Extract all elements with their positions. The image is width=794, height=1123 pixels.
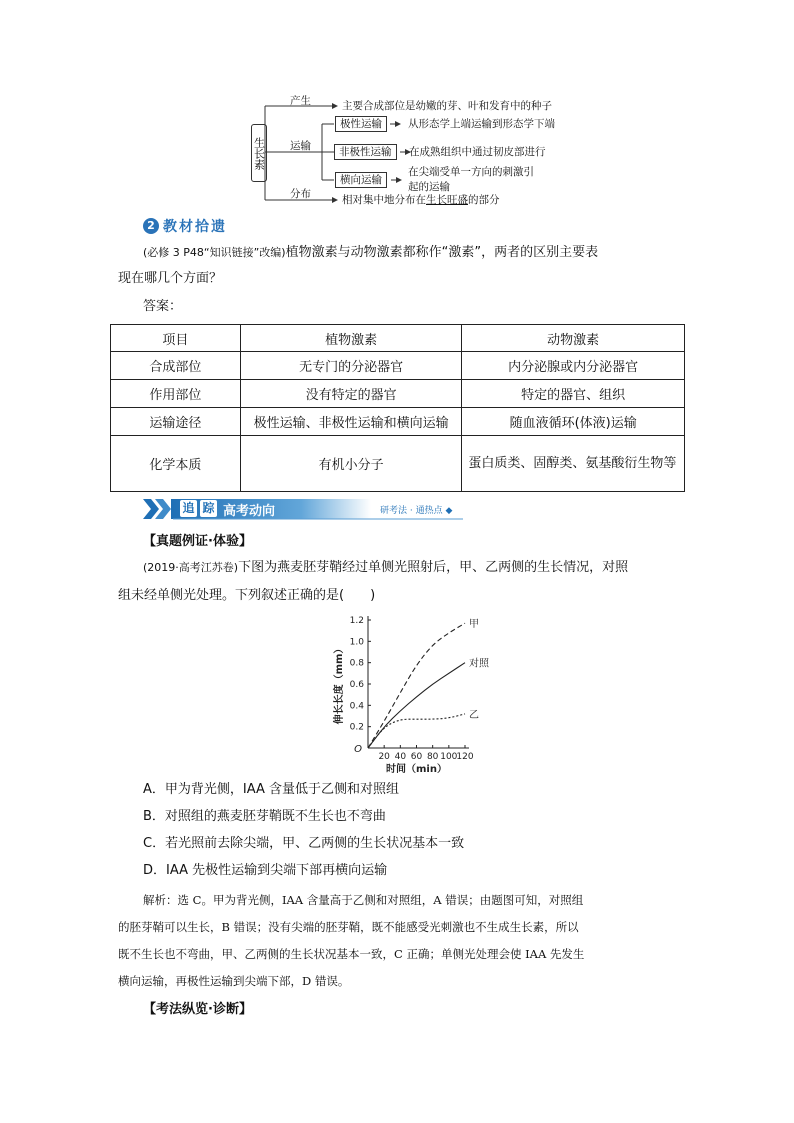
section-real-exam: 【真题例证·体验】 (143, 534, 252, 549)
table-header-cell: 项目 (111, 325, 241, 352)
distribute-text-underlined: 生长旺盛 (426, 194, 468, 206)
explain-line-4: 横向运输，再极性运输到尖端下部，D 错误。 (118, 974, 350, 988)
table-cell: 随血液循环(体液)运输 (462, 408, 685, 436)
x-axis-title: 时间（min） (386, 764, 447, 775)
series-label: 对照 (469, 658, 489, 670)
table-cell: 有机小分子 (240, 436, 462, 492)
table-cell: 极性运输、非极性运输和横向运输 (240, 408, 462, 436)
origin-label: O (354, 744, 362, 755)
series-label: 甲 (469, 619, 479, 631)
y-tick-label: 1.2 (349, 616, 364, 626)
table-cell: 合成部位 (111, 352, 241, 380)
y-tick-label: 0.2 (349, 722, 364, 733)
distribute-text-prefix: 相对集中地分布在 (342, 194, 426, 206)
exam-trend-banner (143, 497, 683, 521)
series-line-乙 (368, 714, 465, 748)
banner-right-text: 研考法 · 通热点 ◆ (380, 506, 453, 516)
x-tick-label: 20 (378, 752, 390, 762)
x-tick-label: 40 (394, 752, 407, 762)
exam-question (143, 555, 683, 581)
polar-transport-text: 从形态学上端运输到形态学下端 (408, 118, 555, 130)
exam-question-line2: 组未经单侧光处理。下列叙述正确的是( ) (118, 588, 376, 603)
answer-label: 答案： (143, 299, 183, 314)
textbook-question-line1: 植物激素与动物激素都称作“激素”，两者的区别主要表 (285, 245, 599, 260)
section-method-overview: 【考法纵览·诊断】 (143, 1002, 252, 1017)
y-tick-label: 0.4 (349, 701, 364, 712)
textbook-badge-icon: 2 (143, 218, 159, 234)
hormone-comparison-table (110, 324, 685, 492)
lateral-transport-text-1: 在尖端受单一方向的刺激引 (408, 166, 534, 178)
option-b: B．对照组的燕麦胚芽鞘既不生长也不弯曲 (143, 809, 386, 824)
table-cell: 化学本质 (111, 436, 241, 492)
branch-distribute-label: 分布 (290, 188, 311, 200)
branch-transport-label: 运输 (290, 140, 311, 152)
mindmap-root (251, 124, 267, 182)
textbook-source: (必修 3 P48“知识链接”改编) (143, 246, 286, 259)
nonpolar-transport-text: 在成熟组织中通过韧皮部进行 (409, 146, 546, 158)
textbook-question-line2: 现在哪几个方面？ (118, 271, 223, 286)
x-tick-label: 100 (440, 752, 458, 762)
explain-line-3: 既不生长也不弯曲，甲、乙两侧的生长状况基本一致，C 正确；单侧光处理会使 IAA 先发生 (118, 947, 585, 961)
lateral-transport-node: 横向运输 (335, 172, 387, 188)
x-tick-label: 80 (426, 752, 439, 762)
table-cell: 作用部位 (111, 380, 241, 408)
exam-question-line1: 下图为燕麦胚芽鞘经过单侧光照射后，甲、乙两侧的生长情况，对照 (238, 560, 629, 575)
nonpolar-transport-node: 非极性运输 (334, 144, 397, 160)
banner-box-1: 追 (180, 500, 197, 517)
table-row (111, 436, 685, 492)
series-line-对照 (368, 663, 465, 748)
table-cell: 内分泌腺或内分泌器官 (462, 352, 685, 380)
polar-transport-node: 极性运输 (335, 116, 387, 132)
table-header-cell: 动物激素 (462, 325, 685, 352)
x-tick-label: 120 (456, 752, 474, 762)
distribute-text (342, 193, 500, 207)
table-cell: 特定的器官、组织 (462, 380, 685, 408)
banner-box-2: 踪 (200, 500, 217, 517)
lateral-transport-text-2: 起的运输 (408, 181, 450, 193)
table-cell: 无专门的分泌器官 (240, 352, 462, 380)
explain-line-2: 的胚芽鞘可以生长，B 错误；没有尖端的胚芽鞘，既不能感受光刺激也不生成生长素，所以 (118, 920, 579, 934)
banner-title: 高考动向 (223, 504, 276, 519)
table-row (111, 408, 685, 436)
mindmap-root-label: 生长素 (252, 136, 266, 170)
option-d: D．IAA 先极性运输到尖端下部再横向运输 (143, 863, 388, 878)
x-tick-label: 60 (410, 752, 423, 762)
table-header-row (111, 325, 685, 352)
textbook-question (143, 240, 683, 266)
distribute-text-suffix: 的部分 (468, 194, 500, 206)
table-cell: 没有特定的器官 (240, 380, 462, 408)
series-label: 乙 (469, 709, 479, 721)
y-tick-label: 0.6 (349, 680, 364, 690)
y-tick-label: 0.8 (349, 658, 364, 669)
y-tick-label: 1.0 (349, 637, 364, 648)
growth-chart (328, 606, 498, 778)
chart-series (368, 623, 465, 748)
table-cell: 运输途径 (111, 408, 241, 436)
exam-source: (2019·高考江苏卷) (143, 561, 239, 574)
table-header-cell: 植物激素 (240, 325, 462, 352)
textbook-heading (143, 216, 227, 236)
table-cell: 蛋白质类、固醇类、氨基酸衍生物等 (462, 436, 685, 492)
table-row (111, 380, 685, 408)
textbook-heading-title: 教材拾遗 (163, 219, 227, 235)
branch-produce-label: 产生 (290, 95, 311, 107)
table-row (111, 352, 685, 380)
explain-line-1: 解析：选 C。甲为背光侧，IAA 含量高于乙侧和对照组，A 错误；由题图可知，对照组 (143, 893, 584, 907)
y-axis-title: 伸长长度（mm） (334, 643, 345, 725)
option-c: C．若光照前去除尖端，甲、乙两侧的生长状况基本一致 (143, 836, 465, 851)
produce-text: 主要合成部位是幼嫩的芽、叶和发育中的种子 (342, 100, 552, 112)
option-a: A．甲为背光侧，IAA 含量低于乙侧和对照组 (143, 782, 400, 797)
